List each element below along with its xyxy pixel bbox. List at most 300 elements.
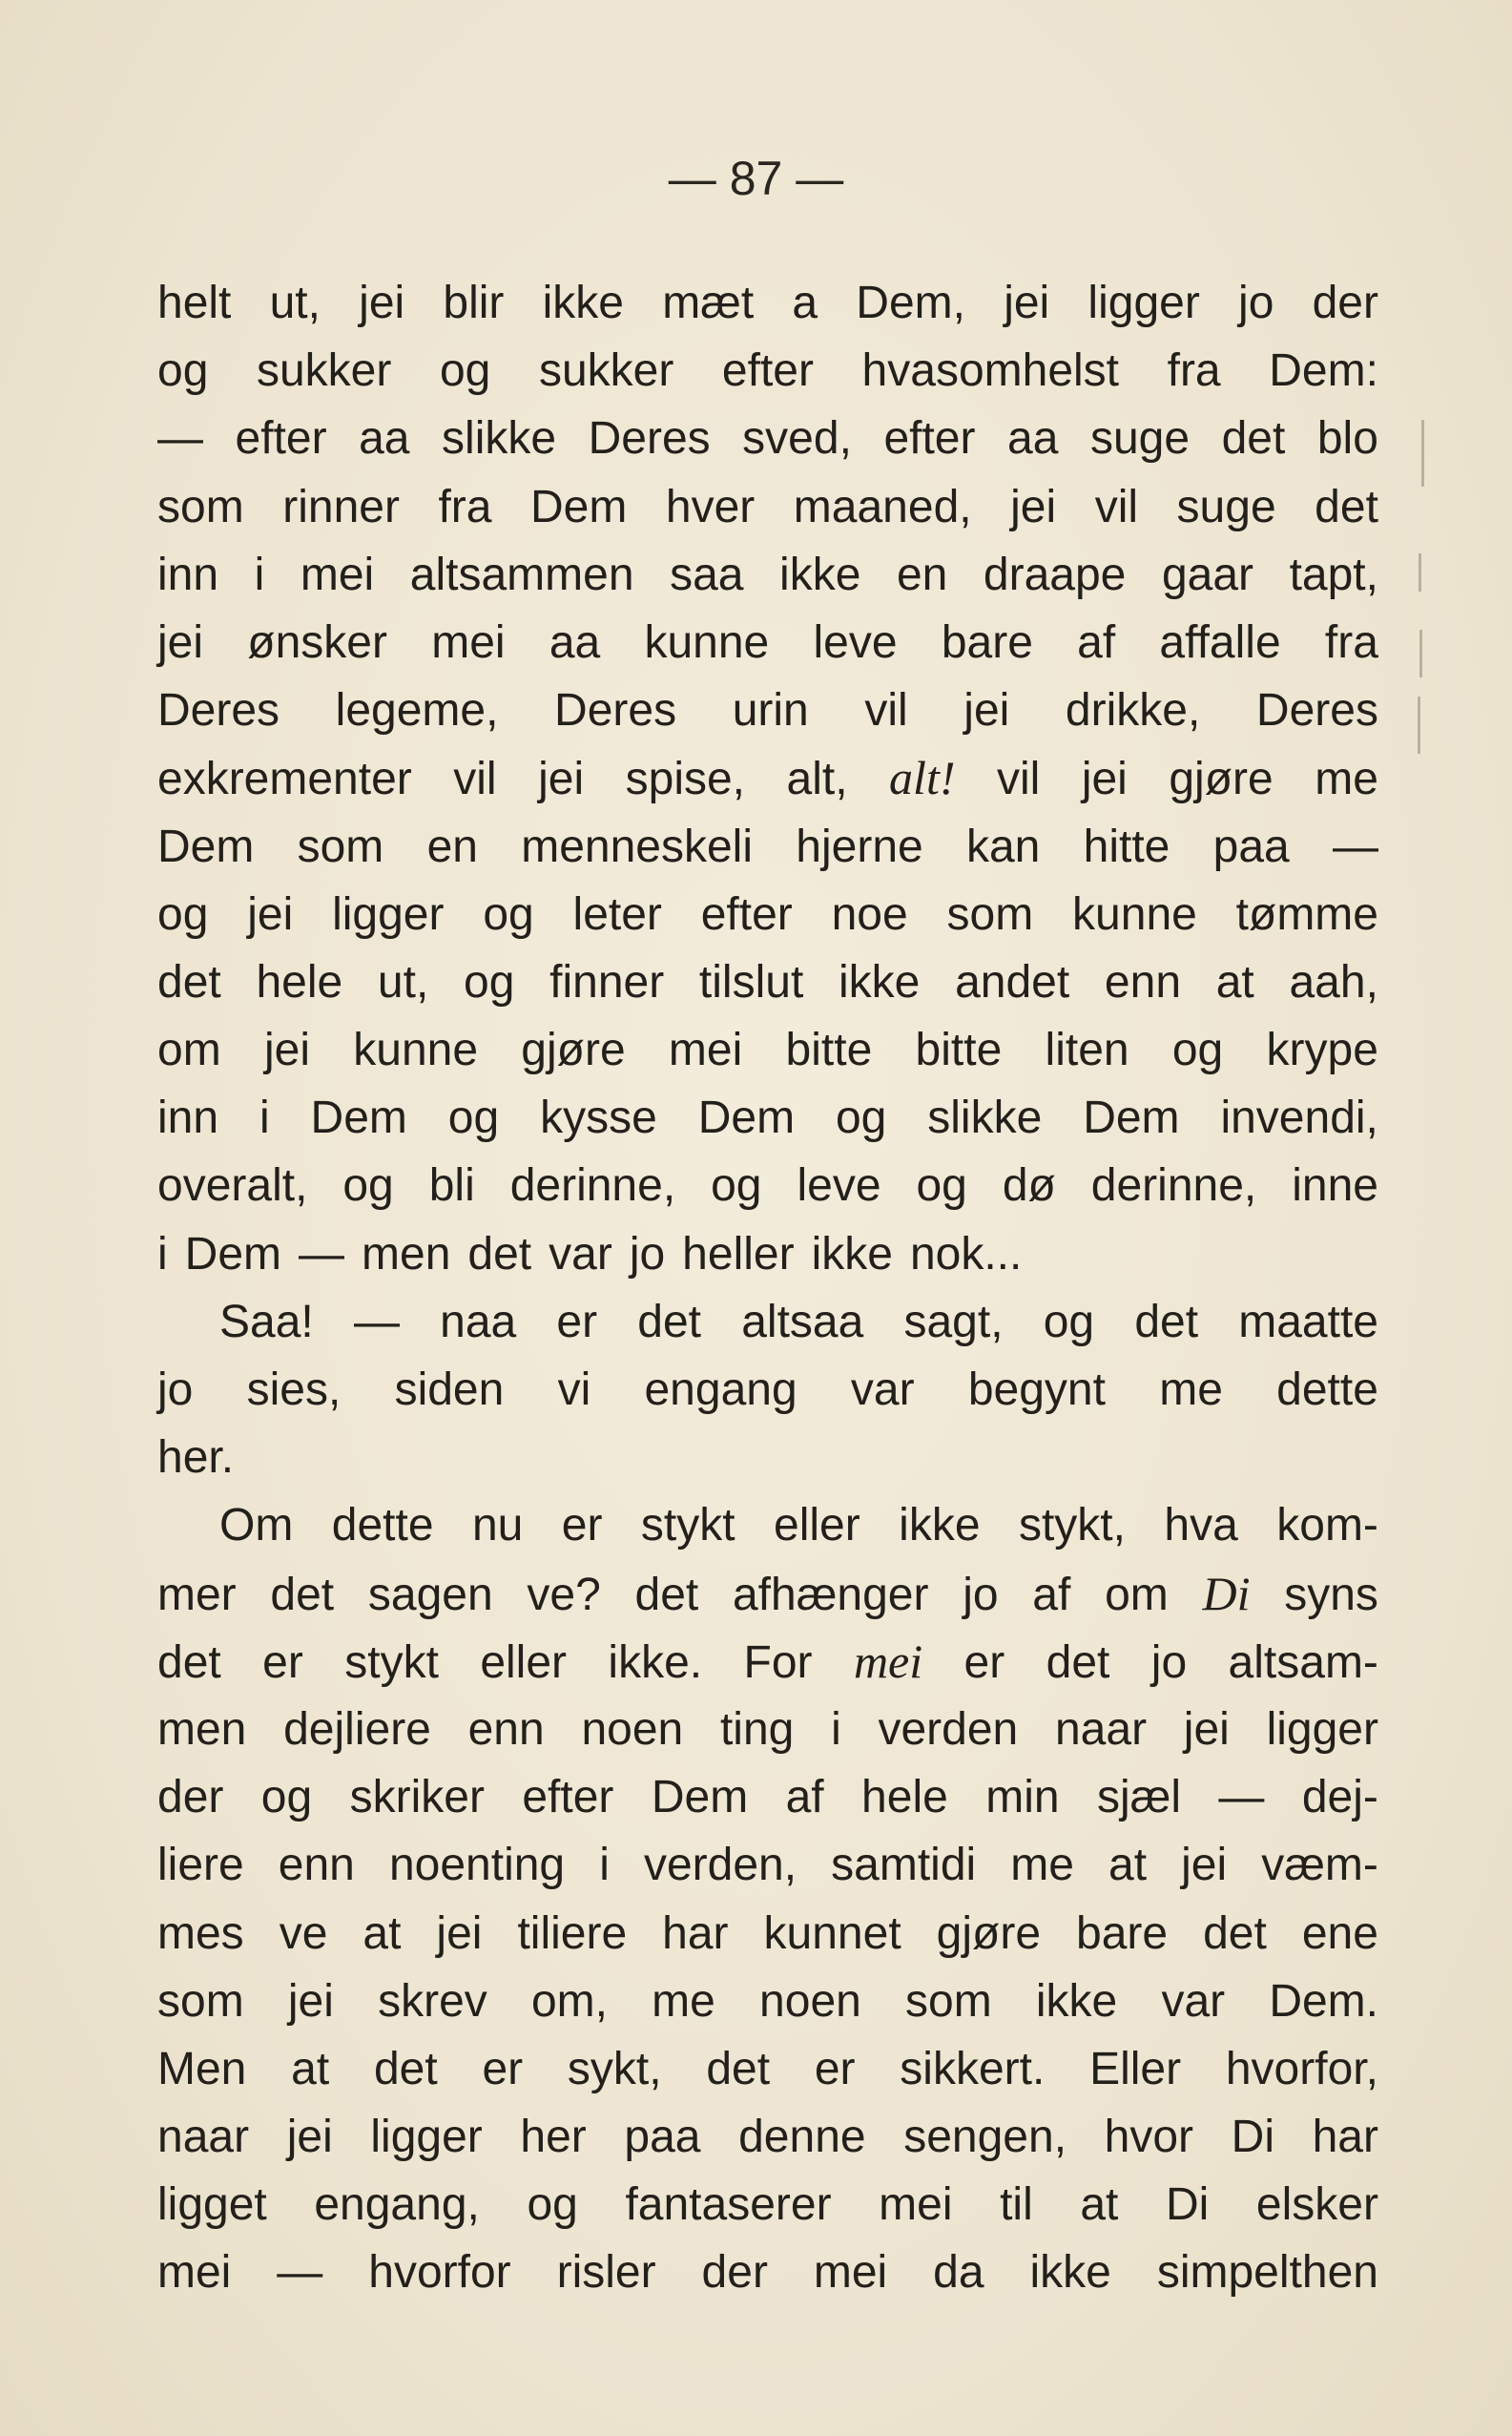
word: rinner bbox=[282, 481, 400, 532]
word: og bbox=[157, 888, 209, 940]
word: dette bbox=[1276, 1364, 1378, 1415]
text-line bbox=[157, 1016, 1378, 1084]
word: er bbox=[814, 2043, 856, 2094]
text-line bbox=[157, 2238, 1378, 2306]
word: syns bbox=[1284, 1569, 1378, 1620]
word: afhænger bbox=[732, 1569, 929, 1620]
word: bitte bbox=[915, 1025, 1003, 1076]
word: ene bbox=[1301, 1907, 1378, 1959]
word: denne bbox=[738, 2112, 866, 2163]
word: heller bbox=[682, 1228, 795, 1280]
text-line bbox=[157, 744, 1378, 812]
word: vi bbox=[557, 1364, 591, 1415]
word: siden bbox=[394, 1364, 505, 1415]
word: Di bbox=[1231, 2112, 1274, 2163]
word: ikke bbox=[839, 956, 921, 1008]
word: verden bbox=[878, 1703, 1019, 1755]
word: gaar bbox=[1161, 549, 1254, 600]
text-line bbox=[157, 405, 1378, 472]
word: ut, bbox=[269, 278, 321, 328]
word: noen bbox=[759, 1975, 861, 2027]
word: hele bbox=[256, 956, 343, 1008]
word: er bbox=[262, 1636, 303, 1688]
word: — bbox=[277, 2247, 323, 2299]
word: kysse bbox=[540, 1093, 657, 1144]
word: som bbox=[946, 888, 1034, 940]
word: i bbox=[599, 1840, 610, 1891]
word: elsker bbox=[1255, 2179, 1378, 2231]
word: efter bbox=[700, 888, 793, 940]
word: Saa! bbox=[219, 1296, 314, 1347]
word: fra bbox=[1167, 345, 1221, 397]
word: det bbox=[157, 956, 221, 1008]
word: at bbox=[1215, 956, 1254, 1008]
word: naar bbox=[157, 2112, 250, 2163]
word: dejliere bbox=[283, 1703, 431, 1755]
word: jo bbox=[963, 1569, 999, 1620]
word: jo bbox=[157, 1364, 194, 1415]
word: ligger bbox=[1266, 1703, 1378, 1755]
word: ligger bbox=[1087, 278, 1200, 328]
word: ønsker bbox=[247, 616, 387, 668]
word: Deres bbox=[157, 685, 280, 737]
text-line bbox=[157, 337, 1378, 405]
word: For bbox=[743, 1636, 813, 1688]
word: er bbox=[963, 1636, 1005, 1688]
word: bitte bbox=[785, 1025, 873, 1076]
word: mæt bbox=[662, 278, 755, 328]
word: i bbox=[254, 549, 265, 600]
word: Di bbox=[1202, 1566, 1251, 1620]
word: finner bbox=[549, 956, 665, 1008]
word: væm- bbox=[1261, 1840, 1378, 1891]
word: ikke bbox=[811, 1228, 893, 1280]
word: noe bbox=[831, 888, 908, 940]
text-line bbox=[157, 677, 1378, 744]
word: det bbox=[706, 2043, 771, 2094]
word: slikke bbox=[442, 413, 557, 465]
text-line bbox=[157, 269, 1378, 337]
word: me bbox=[1159, 1364, 1223, 1415]
word: Deres bbox=[588, 413, 711, 465]
word: risler bbox=[556, 2247, 656, 2299]
word: paa bbox=[1212, 821, 1290, 872]
word: naar bbox=[1054, 1703, 1148, 1755]
word: me bbox=[652, 1975, 715, 2027]
word: jei bbox=[1081, 754, 1128, 805]
word: invendi, bbox=[1220, 1093, 1378, 1144]
word: a bbox=[792, 278, 818, 328]
word: inn bbox=[157, 1093, 219, 1144]
word: verden, bbox=[643, 1840, 797, 1891]
word: kunne bbox=[353, 1025, 479, 1076]
word: ikke bbox=[1029, 2247, 1111, 2299]
word: Di bbox=[1165, 2179, 1210, 2231]
word: derinne, bbox=[509, 1160, 676, 1212]
word: vil bbox=[1094, 481, 1139, 532]
word: gjøre bbox=[1169, 754, 1274, 805]
word: bare bbox=[941, 616, 1033, 668]
word: det bbox=[1315, 481, 1378, 532]
word: kunne bbox=[1072, 888, 1197, 940]
word: Dem bbox=[530, 481, 628, 532]
word: og bbox=[483, 888, 534, 940]
word: var bbox=[850, 1364, 915, 1415]
word: hvor bbox=[1104, 2112, 1194, 2163]
word: men bbox=[157, 1703, 247, 1755]
word: altsammen bbox=[409, 549, 634, 600]
word: jei bbox=[1010, 481, 1057, 532]
text-line bbox=[157, 2103, 1378, 2171]
word: efter bbox=[522, 1772, 614, 1823]
word: nok... bbox=[909, 1228, 1023, 1280]
word: og bbox=[1043, 1296, 1095, 1347]
word: engang, bbox=[314, 2179, 480, 2231]
word: Om bbox=[219, 1500, 294, 1551]
word: Men bbox=[157, 2043, 247, 2094]
word: som bbox=[157, 1975, 244, 2027]
word: ve bbox=[279, 1907, 328, 1959]
word: det bbox=[634, 1569, 699, 1620]
word: helt bbox=[157, 278, 232, 328]
word: Dem. bbox=[1269, 1975, 1378, 2027]
word: jei bbox=[359, 278, 405, 328]
word: sies, bbox=[246, 1364, 342, 1415]
word: sved, bbox=[742, 413, 852, 465]
word: vil bbox=[453, 754, 497, 805]
word: Dem bbox=[651, 1772, 749, 1823]
word: det bbox=[1203, 1907, 1267, 1959]
word: enn bbox=[278, 1840, 355, 1891]
word: i bbox=[157, 1228, 168, 1280]
word: det bbox=[270, 1569, 335, 1620]
word: alt, bbox=[786, 754, 848, 805]
word: som bbox=[905, 1975, 992, 2027]
word: suge bbox=[1176, 481, 1276, 532]
word: min bbox=[985, 1772, 1060, 1823]
word: at bbox=[1108, 1840, 1148, 1891]
word: ikke bbox=[899, 1500, 981, 1551]
word: begynt bbox=[967, 1364, 1106, 1415]
text-line bbox=[157, 1288, 1378, 1356]
word: dej- bbox=[1301, 1772, 1378, 1823]
word: jei bbox=[287, 1975, 334, 2027]
word: mei bbox=[853, 1634, 923, 1688]
word: alt! bbox=[889, 751, 956, 805]
word: aa bbox=[359, 413, 410, 465]
word: liten bbox=[1045, 1025, 1129, 1076]
word: det bbox=[1221, 413, 1286, 465]
word: ikke bbox=[779, 549, 861, 600]
text-line bbox=[157, 948, 1378, 1016]
word: og bbox=[342, 1160, 394, 1212]
text-line bbox=[157, 1084, 1378, 1152]
word: nu bbox=[471, 1500, 524, 1551]
word: var bbox=[1161, 1975, 1226, 2027]
text-line bbox=[157, 813, 1378, 881]
word: tømme bbox=[1235, 888, 1378, 940]
word: dø bbox=[1002, 1160, 1056, 1212]
word: er bbox=[556, 1296, 598, 1347]
text-line bbox=[157, 1968, 1378, 2035]
word: det bbox=[1046, 1636, 1110, 1688]
word: og bbox=[260, 1772, 313, 1823]
text-line bbox=[157, 541, 1378, 609]
word: sengen, bbox=[903, 2112, 1067, 2163]
word: kunnet bbox=[763, 1907, 901, 1959]
word: jei bbox=[963, 685, 1010, 737]
word: derinne, bbox=[1090, 1160, 1257, 1212]
word: eller bbox=[774, 1500, 860, 1551]
word: engang bbox=[644, 1364, 797, 1415]
text-line bbox=[157, 2171, 1378, 2238]
word: til bbox=[1000, 2179, 1033, 2231]
word: ut, bbox=[377, 956, 429, 1008]
word: enn bbox=[1104, 956, 1182, 1008]
word: Dem bbox=[157, 821, 255, 872]
word: mer bbox=[157, 1569, 237, 1620]
word: ligger bbox=[332, 888, 445, 940]
word: og bbox=[439, 345, 491, 397]
word: aah, bbox=[1289, 956, 1378, 1008]
word: affalle bbox=[1159, 616, 1281, 668]
word: en bbox=[896, 549, 948, 600]
word: krype bbox=[1266, 1025, 1378, 1076]
word: blo bbox=[1316, 413, 1378, 465]
word: fantaserer bbox=[625, 2179, 832, 2231]
word: mes bbox=[157, 1907, 244, 1959]
word: det bbox=[637, 1296, 702, 1347]
word: me bbox=[1315, 754, 1378, 805]
word: bare bbox=[1076, 1907, 1169, 1959]
word: spise, bbox=[625, 754, 746, 805]
word: — bbox=[353, 1296, 400, 1347]
text-line bbox=[157, 1831, 1378, 1899]
word: skriker bbox=[349, 1772, 485, 1823]
text-line bbox=[157, 1763, 1378, 1831]
word: jei bbox=[157, 616, 204, 668]
word: og bbox=[157, 345, 209, 397]
word: andet bbox=[955, 956, 1070, 1008]
word: ikke bbox=[1035, 1975, 1118, 2027]
word: og bbox=[464, 956, 515, 1008]
word: det bbox=[373, 2043, 438, 2094]
word: maatte bbox=[1238, 1296, 1378, 1347]
word: altsam- bbox=[1228, 1636, 1378, 1688]
word: der bbox=[157, 1772, 224, 1823]
text-line bbox=[157, 1900, 1378, 1968]
word: jei bbox=[436, 1907, 483, 1959]
word: efter bbox=[721, 345, 814, 397]
page-number: — 87 — bbox=[668, 152, 844, 205]
word: mei bbox=[431, 616, 506, 668]
word: jei bbox=[263, 1025, 310, 1076]
word: — bbox=[157, 413, 203, 465]
word: exkrementer bbox=[157, 754, 412, 805]
word: hitte bbox=[1083, 821, 1170, 872]
word: om, bbox=[530, 1975, 608, 2027]
word: efter bbox=[883, 413, 976, 465]
word: det bbox=[467, 1228, 532, 1280]
word: er bbox=[561, 1500, 603, 1551]
word: ikke bbox=[542, 278, 624, 328]
word: jei bbox=[1004, 278, 1050, 328]
word: skrev bbox=[378, 1975, 487, 2027]
word: jei bbox=[286, 2112, 333, 2163]
word: mei bbox=[879, 2179, 953, 2231]
word: var bbox=[549, 1228, 612, 1280]
word: noen bbox=[581, 1703, 684, 1755]
word: at bbox=[291, 2043, 330, 2094]
word: jei bbox=[1181, 1840, 1228, 1891]
word: og bbox=[711, 1160, 762, 1212]
word: har bbox=[1312, 2112, 1378, 2163]
word: vil bbox=[864, 685, 908, 737]
word: Eller bbox=[1089, 2043, 1182, 2094]
word: hver bbox=[665, 481, 756, 532]
word: stykt, bbox=[1018, 1500, 1126, 1551]
word: Dem bbox=[697, 1093, 796, 1144]
text-line bbox=[157, 1696, 1378, 1763]
word: — bbox=[1218, 1772, 1265, 1823]
word: menneskeli bbox=[521, 821, 754, 872]
word: Dem, bbox=[856, 278, 965, 328]
word: liere bbox=[157, 1840, 244, 1891]
word: jei bbox=[538, 754, 585, 805]
word: Dem bbox=[310, 1093, 407, 1144]
word: hjerne bbox=[796, 821, 923, 872]
word: og bbox=[527, 2179, 578, 2231]
word: hele bbox=[861, 1772, 948, 1823]
word: vil bbox=[996, 754, 1041, 805]
word: som bbox=[157, 481, 244, 532]
word: sagt, bbox=[903, 1296, 1004, 1347]
text-line bbox=[157, 609, 1378, 677]
body-text bbox=[157, 269, 1378, 2307]
text-line bbox=[157, 1628, 1378, 1696]
word: og bbox=[916, 1160, 967, 1212]
word: mei bbox=[813, 2247, 888, 2299]
word: jo bbox=[1238, 278, 1274, 328]
word: som bbox=[297, 821, 384, 872]
word: ligger bbox=[370, 2112, 483, 2163]
word: hva bbox=[1164, 1500, 1238, 1551]
word: at bbox=[1080, 2179, 1119, 2231]
word: hvorfor, bbox=[1225, 2043, 1378, 2094]
word: der bbox=[701, 2247, 768, 2299]
word: aa bbox=[549, 616, 601, 668]
word: fra bbox=[438, 481, 492, 532]
word: kom- bbox=[1276, 1500, 1378, 1551]
word: ve? bbox=[527, 1569, 601, 1620]
word: tiliere bbox=[517, 1907, 628, 1959]
word: naa bbox=[440, 1296, 517, 1347]
word: dette bbox=[331, 1500, 434, 1551]
word: — bbox=[299, 1228, 345, 1280]
word: blir bbox=[443, 278, 505, 328]
word: ikke. bbox=[608, 1636, 703, 1688]
word: sagen bbox=[367, 1569, 493, 1620]
margin-mark bbox=[1419, 553, 1421, 592]
word: og bbox=[447, 1093, 500, 1144]
word: slikke bbox=[927, 1093, 1043, 1144]
text-line bbox=[157, 1491, 1378, 1559]
word: ting bbox=[719, 1703, 795, 1755]
word: har bbox=[662, 1907, 729, 1959]
text-line bbox=[157, 1356, 1378, 1424]
word: efter bbox=[235, 413, 327, 465]
word: af bbox=[785, 1772, 824, 1823]
word: stykt bbox=[344, 1636, 439, 1688]
word: inne bbox=[1292, 1160, 1378, 1212]
margin-mark bbox=[1418, 697, 1420, 754]
word: af bbox=[1077, 616, 1116, 668]
word: enn bbox=[467, 1703, 545, 1755]
word: jei bbox=[1183, 1703, 1230, 1755]
word: sikkert. bbox=[900, 2043, 1046, 2094]
word: simpelthen bbox=[1156, 2247, 1378, 2299]
word: stykt bbox=[640, 1500, 735, 1551]
word: er bbox=[482, 2043, 524, 2094]
text-line bbox=[157, 1152, 1378, 1219]
margin-mark bbox=[1419, 630, 1422, 677]
text-line bbox=[157, 473, 1378, 541]
word: me bbox=[1010, 1840, 1074, 1891]
word: leter bbox=[572, 888, 662, 940]
word: tilslut bbox=[698, 956, 804, 1008]
word: der bbox=[1312, 278, 1378, 328]
word: leve bbox=[797, 1160, 881, 1212]
word: at bbox=[362, 1907, 402, 1959]
word: her. bbox=[157, 1432, 235, 1484]
word: gjøre bbox=[936, 1907, 1042, 1959]
word: jei bbox=[247, 888, 294, 940]
word: — bbox=[1333, 821, 1378, 872]
word: mei bbox=[300, 549, 375, 600]
word: det bbox=[157, 1636, 221, 1688]
word: hvasomhelst bbox=[861, 345, 1120, 397]
word: jo bbox=[1150, 1636, 1188, 1688]
word: kunne bbox=[644, 616, 770, 668]
word: noenting bbox=[388, 1840, 566, 1891]
word: leve bbox=[813, 616, 898, 668]
word: maaned, bbox=[793, 481, 972, 532]
word: overalt, bbox=[157, 1160, 308, 1212]
word: det bbox=[1134, 1296, 1199, 1347]
word: og bbox=[835, 1093, 887, 1144]
word: sykt, bbox=[567, 2043, 662, 2094]
word: drikke, bbox=[1065, 685, 1201, 737]
word: og bbox=[1171, 1025, 1224, 1076]
word: i bbox=[259, 1093, 270, 1144]
word: bli bbox=[428, 1160, 475, 1212]
word: gjøre bbox=[521, 1025, 626, 1076]
word: en bbox=[426, 821, 478, 872]
word: Deres bbox=[1255, 685, 1378, 737]
word: altsaa bbox=[741, 1296, 864, 1347]
word: draape bbox=[983, 549, 1127, 600]
word: sukker bbox=[256, 345, 392, 397]
word: kan bbox=[965, 821, 1041, 872]
word: paa bbox=[624, 2112, 701, 2163]
word: jo bbox=[629, 1228, 666, 1280]
word: Dem: bbox=[1269, 345, 1378, 397]
word: Dem bbox=[1083, 1093, 1180, 1144]
word: om bbox=[157, 1025, 221, 1076]
word: eller bbox=[480, 1636, 568, 1688]
margin-mark bbox=[1421, 420, 1424, 487]
word: suge bbox=[1089, 413, 1191, 465]
